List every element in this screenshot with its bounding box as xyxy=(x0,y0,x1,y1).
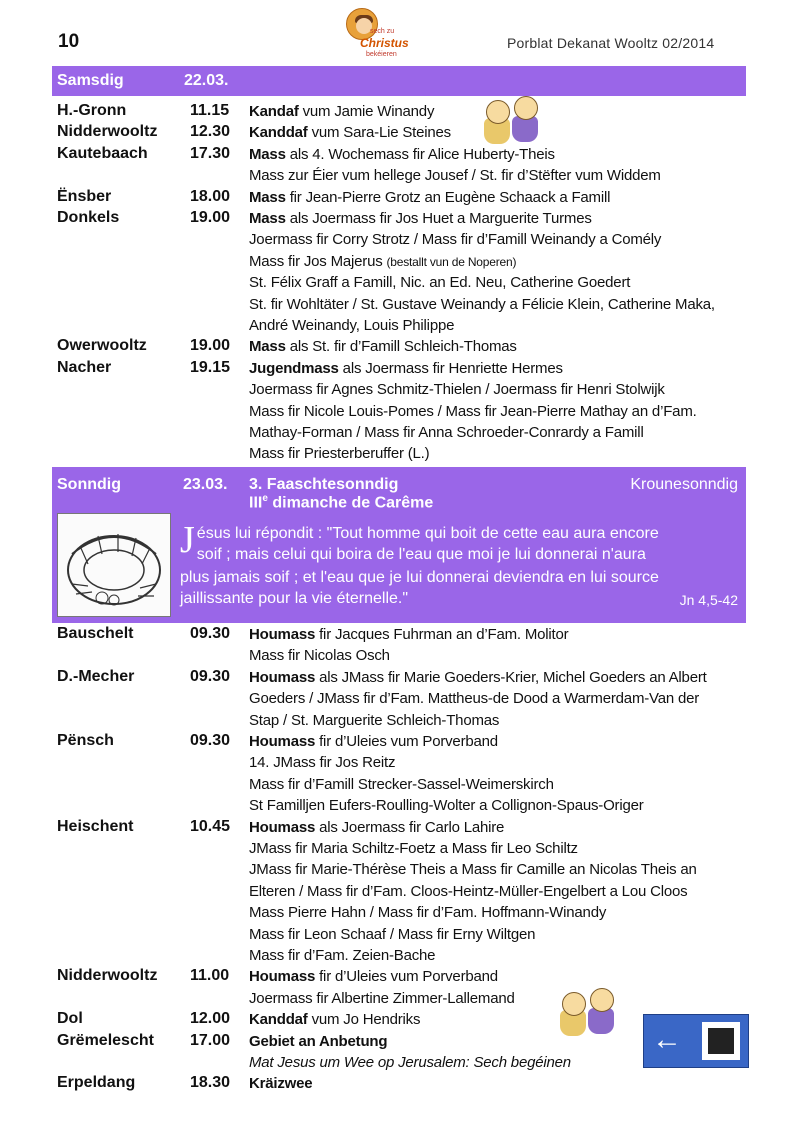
row-service: Kräizwee xyxy=(249,1075,313,1093)
home-button[interactable] xyxy=(702,1022,740,1060)
row-place: Nidderwooltz xyxy=(57,123,158,141)
saturday-day: Samsdig xyxy=(57,72,124,89)
row-intention: André Weinandy, Louis Philippe xyxy=(249,317,455,334)
row-intention: St Familljen Eufers-Roulling-Wolter a Collignon-Spaus-Origer xyxy=(249,797,644,815)
schedule-row xyxy=(0,668,800,690)
row-time: 11.00 xyxy=(190,967,230,985)
row-intention: als St. fir d’Famill Schleich-Thomas xyxy=(285,338,517,356)
row-place: Heischent xyxy=(57,817,134,835)
schedule-row xyxy=(0,775,800,797)
row-time: 10.45 xyxy=(190,817,231,835)
row-time: 18.00 xyxy=(190,187,231,205)
row-description xyxy=(249,647,390,664)
schedule-row xyxy=(0,188,800,210)
row-description xyxy=(249,669,707,686)
row-description xyxy=(249,1075,312,1092)
schedule-row xyxy=(0,860,800,882)
row-place: Owerwooltz xyxy=(57,337,147,355)
publication-title: Porblat Dekanat Wooltz 02/2014 xyxy=(507,35,715,51)
row-time: 09.30 xyxy=(190,732,231,749)
row-description xyxy=(249,904,606,921)
schedule-row xyxy=(0,423,800,445)
row-intention: Elteren / Mass fir d’Fam. Cloos-Heintz-Müller-Engelbert a Lou Cloos xyxy=(249,882,688,900)
row-description xyxy=(249,403,697,420)
row-description xyxy=(249,968,498,985)
schedule-row xyxy=(0,646,800,668)
sunday-band xyxy=(52,467,746,623)
row-intention: als Joermass fir Jos Huet a Marguerite Turmes xyxy=(285,210,592,227)
row-intention: Joermass fir Albertine Zimmer-Lallemand xyxy=(249,989,515,1007)
well-illustration-icon xyxy=(57,513,171,617)
sunday-side-label: Krounesonndig xyxy=(630,476,738,493)
schedule-row xyxy=(0,925,800,947)
children-figures-icon xyxy=(482,96,546,146)
row-description xyxy=(249,797,644,814)
schedule-row xyxy=(0,882,800,904)
row-place: Pënsch xyxy=(57,732,114,749)
schedule-row xyxy=(0,946,800,968)
schedule-row xyxy=(0,230,800,252)
row-description xyxy=(249,754,395,771)
row-intention: Mass fir Jos Majerus xyxy=(249,252,387,270)
row-description xyxy=(249,1033,387,1050)
gospel-quote xyxy=(180,519,738,565)
row-description xyxy=(249,210,592,227)
row-service: Gebiet an Anbetung xyxy=(249,1032,388,1050)
schedule-row xyxy=(0,337,800,359)
row-description xyxy=(249,231,661,248)
navigation-box xyxy=(643,1014,749,1068)
row-intention: Mass Pierre Hahn / Mass fir d’Fam. Hoffmann-Winandy xyxy=(249,904,607,922)
schedule-row xyxy=(0,732,800,754)
row-description xyxy=(249,360,563,377)
schedule-row xyxy=(0,209,800,231)
row-place: Donkels xyxy=(57,209,120,226)
row-intention: JMass fir Maria Schiltz-Foetz a Mass fir Leo Schiltz xyxy=(249,840,578,857)
sunday-day: Sonndig xyxy=(57,476,121,493)
schedule-row xyxy=(0,753,800,775)
back-arrow-icon[interactable]: ← xyxy=(652,1023,682,1056)
row-time: 19.00 xyxy=(190,209,231,226)
row-place: Nacher xyxy=(57,358,112,376)
row-intention: Joermass fir Corry Strotz / Mass fir d’Famill Weinandy a Comély xyxy=(249,231,662,249)
row-service: Houmass xyxy=(249,968,316,986)
row-description xyxy=(249,990,515,1007)
row-place: Grëmelescht xyxy=(57,1031,154,1049)
row-place: D.-Mecher xyxy=(57,667,135,685)
row-description xyxy=(249,733,498,750)
row-note: (bestallt vun de Noperen) xyxy=(386,254,517,269)
quote-line-4: jaillissante pour la vie éternelle." xyxy=(180,590,409,607)
row-description xyxy=(249,1011,420,1028)
quote-line-2: soif ; mais celui qui boira de l'eau que moi je lui donnerai n'aura xyxy=(196,546,646,563)
row-place: Erpeldang xyxy=(57,1074,136,1092)
schedule-row xyxy=(0,166,800,188)
schedule-row xyxy=(0,402,800,424)
row-intention: Mass fir Nicolas Osch xyxy=(249,647,390,665)
quote-line-3: plus jamais soif ; et l'eau que je lui donnerai deviendra en lui source xyxy=(180,569,659,586)
row-description xyxy=(249,840,578,857)
row-service: Houmass xyxy=(249,668,316,686)
row-place: Nidderwooltz xyxy=(57,967,158,985)
row-time: 11.15 xyxy=(190,102,230,119)
row-intention: Mass fir d’Famill Strecker-Sassel-Weimerskirch xyxy=(249,775,554,793)
row-intention: Stap / St. Marguerite Schleich-Thomas xyxy=(249,711,500,729)
row-time: 17.00 xyxy=(190,1031,231,1049)
child-head xyxy=(514,96,538,120)
row-place: Kautebaach xyxy=(57,144,148,162)
row-service: Kanddaf xyxy=(249,124,308,142)
page-number: 10 xyxy=(58,31,80,52)
quote-line-1: ésus lui répondit : "Tout homme qui boit de cette eau aura encore xyxy=(196,525,659,542)
row-description xyxy=(249,861,697,878)
row-description xyxy=(249,124,451,141)
row-intention: als JMass fir Marie Goeders-Krier, Michel Goeders an Albert xyxy=(315,668,707,686)
row-intention: 14. JMass fir Jos Reitz xyxy=(249,754,396,772)
row-description xyxy=(249,712,499,729)
row-service: Kanddaf xyxy=(249,1011,308,1029)
row-intention: JMass fir Marie-Thérèse Theis a Mass fir Camille an Nicolas Theis an xyxy=(249,861,697,879)
row-service: Kandaf xyxy=(249,103,299,120)
children-figures-icon xyxy=(558,988,622,1038)
row-description xyxy=(249,690,699,707)
schedule-row xyxy=(0,102,800,124)
sunday-title-fr-sup: e xyxy=(262,493,268,504)
row-description xyxy=(249,338,517,355)
row-description xyxy=(249,883,687,900)
row-service: Houmass xyxy=(249,818,316,836)
row-intention: Joermass fir Agnes Schmitz-Thielen / Joermass fir Henri Stolwijk xyxy=(249,381,665,399)
child-head xyxy=(590,988,614,1012)
schedule-row xyxy=(0,444,800,466)
row-description xyxy=(249,317,454,334)
page-header xyxy=(0,0,800,66)
row-italic-note: Mat Jesus um Wee op Jerusalem: Sech begéinen xyxy=(249,1054,571,1071)
row-time: 12.00 xyxy=(190,1010,231,1028)
sunday-title-fr-post: dimanche de Carême xyxy=(267,494,434,512)
row-intention: St. Félix Graff a Famill, Nic. an Ed. Neu, Catherine Goedert xyxy=(249,274,631,292)
row-time: 09.30 xyxy=(190,625,231,642)
row-intention: fir d’Uleies vum Porverband xyxy=(315,733,498,750)
schedule-row xyxy=(0,359,800,381)
schedule-row xyxy=(0,273,800,295)
schedule-row xyxy=(0,989,800,1011)
row-intention: vum Sara-Lie Steines xyxy=(307,124,451,142)
row-service: Mass xyxy=(249,338,286,356)
row-intention: Mass fir d’Fam. Zeien-Bache xyxy=(249,947,436,964)
row-description xyxy=(249,819,504,836)
row-place: H.-Gronn xyxy=(57,102,127,119)
sunday-title-fr-pre: III xyxy=(249,494,263,512)
row-intention: Mass fir Priesterberuffer (L.) xyxy=(249,445,430,463)
logo-text-bottom: bekéieren xyxy=(366,51,397,58)
row-intention: als 4. Wochemass fir Alice Huberty-Theis xyxy=(285,145,555,163)
well-drawing xyxy=(58,514,170,616)
row-intention: St. fir Wohltäter / St. Gustave Weinandy a Félicie Klein, Catherine Maka, xyxy=(249,295,715,313)
quote-dropcap: J xyxy=(180,519,195,561)
row-description xyxy=(249,103,434,120)
row-intention: Mass fir Nicole Louis-Pomes / Mass fir Jean-Pierre Mathay an d’Fam. xyxy=(249,402,697,420)
logo-text-main: Christus xyxy=(360,36,409,50)
row-service: Houmass xyxy=(249,733,316,750)
sunday-title-fr xyxy=(249,493,433,512)
row-time: 19.15 xyxy=(190,358,231,376)
row-service: Mass xyxy=(249,145,286,163)
logo-text-top: sech zu xyxy=(370,28,395,35)
schedule-row xyxy=(0,123,800,145)
row-description xyxy=(249,167,661,184)
row-description xyxy=(249,947,435,964)
row-time: 19.00 xyxy=(190,337,231,355)
row-time: 18.30 xyxy=(190,1074,231,1092)
row-service: Houmass xyxy=(249,626,316,643)
schedule-row xyxy=(0,145,800,167)
child-head xyxy=(562,992,586,1016)
schedule-row xyxy=(0,839,800,861)
row-description xyxy=(249,189,610,206)
schedule-row xyxy=(0,818,800,840)
row-intention: Mass fir Leon Schaaf / Mass fir Erny Wiltgen xyxy=(249,925,536,943)
row-description xyxy=(249,776,554,793)
home-icon xyxy=(708,1028,734,1054)
schedule-row xyxy=(0,625,800,647)
schedule-row xyxy=(0,903,800,925)
saturday-date: 22.03. xyxy=(184,72,229,89)
quote-tail xyxy=(180,567,659,609)
row-intention: fir d’Uleies vum Porverband xyxy=(315,968,498,986)
schedule-row xyxy=(0,295,800,317)
row-description xyxy=(249,445,429,462)
row-intention: Mass zur Éier vum hellege Jousef / St. fir d’Stëfter vum Widdem xyxy=(249,167,661,185)
row-intention: fir Jacques Fuhrman an d’Fam. Molitor xyxy=(315,626,569,643)
sunday-title: 3. Faaschtesonndig xyxy=(249,476,399,493)
row-intention: Mathay-Forman / Mass fir Anna Schroeder-Conrardy a Famill xyxy=(249,424,644,441)
row-description xyxy=(249,926,535,943)
row-service: Mass xyxy=(249,188,286,206)
christus-logo-icon xyxy=(344,6,409,64)
row-service: Jugendmass xyxy=(249,359,339,377)
schedule-row xyxy=(0,252,800,274)
schedule-row xyxy=(0,380,800,402)
saturday-band xyxy=(52,66,746,96)
child-head xyxy=(486,100,510,124)
row-service: Mass xyxy=(249,210,286,227)
row-place: Bauschelt xyxy=(57,625,134,642)
schedule-row xyxy=(0,316,800,338)
row-description xyxy=(249,274,630,291)
quote-reference: Jn 4,5-42 xyxy=(679,592,738,608)
row-time: 12.30 xyxy=(190,123,231,141)
row-description xyxy=(249,296,715,313)
schedule-row xyxy=(0,796,800,818)
row-description xyxy=(249,381,665,398)
schedule-row xyxy=(0,967,800,989)
row-description xyxy=(249,146,555,163)
schedule-row xyxy=(0,1074,800,1096)
row-place: Ënsber xyxy=(57,187,112,205)
row-intention: vum Jamie Winandy xyxy=(298,103,435,120)
row-description xyxy=(249,424,644,441)
row-intention: vum Jo Hendriks xyxy=(307,1011,421,1029)
row-place: Dol xyxy=(57,1010,83,1028)
sunday-date: 23.03. xyxy=(183,476,228,493)
row-description xyxy=(249,626,568,643)
row-description xyxy=(249,253,516,270)
row-intention: als Joermass fir Henriette Hermes xyxy=(338,359,563,377)
schedule-row xyxy=(0,689,800,711)
schedule-row xyxy=(0,711,800,733)
row-intention: als Joermass fir Carlo Lahire xyxy=(315,818,505,836)
row-intention: Goeders / JMass fir d’Fam. Mattheus-de Dood a Warmerdam-Van der xyxy=(249,690,700,708)
row-description xyxy=(249,1054,571,1071)
row-intention: fir Jean-Pierre Grotz an Eugène Schaack a Famill xyxy=(285,188,611,206)
row-time: 17.30 xyxy=(190,144,231,162)
row-time: 09.30 xyxy=(190,667,231,685)
